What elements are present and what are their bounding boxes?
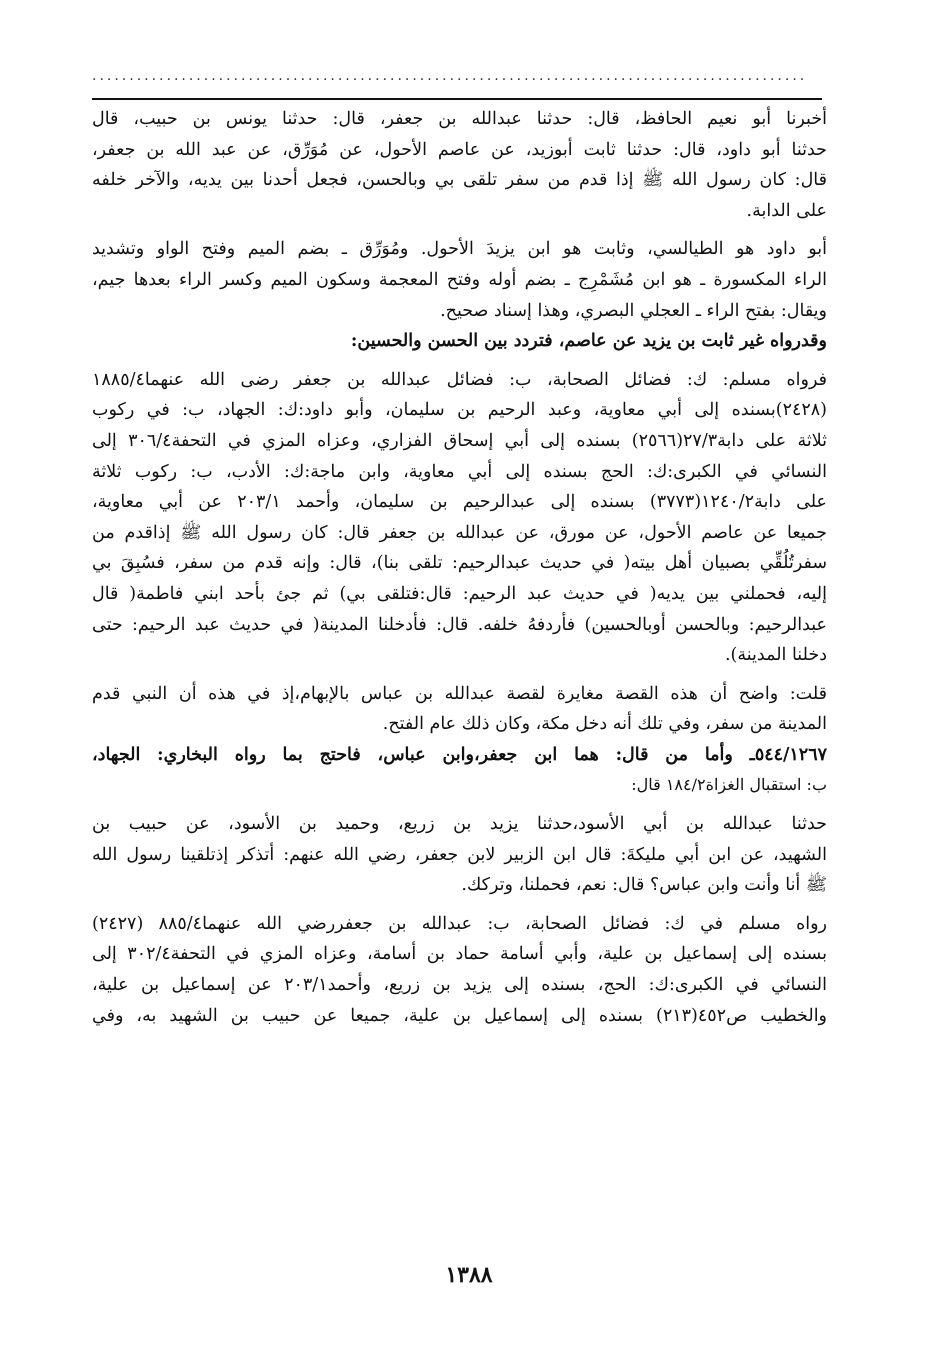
paragraph-comment (92, 679, 827, 740)
text-line: النسائي في الكبرى:ك: الحج بسنده إلى أبي معاوية، وابن ماجة:ك: الأدب، ب: ركوب ثلاثة (92, 461, 827, 482)
text-line: رواه مسلم في ك: فضائل الصحابة، ب: عبدالله بن جعفررضي الله عنهما٨٨٥/٤ (٢٤٢٧) (92, 913, 827, 934)
text-line: بسنده إلى إسماعيل بن علية، وأبي أسامة حماد بن أسامة، وعزاه المزي في التحفة٣٠٢/٤ إلى (92, 944, 827, 965)
text-line: وقدرواه غير ثابت بن يزيد عن عاصم، فتردد بين الحسن والحسين: (350, 331, 827, 352)
text-line: سفرتُلُقِّي بصبيان أهل بيته( في حديث عبدالرحيم: تلقى بنا)، قال: وإنه قدم من سفر، فسُبِقَ بي (92, 553, 827, 574)
text-line: على الدابة. (746, 200, 827, 221)
text-line: قلت: واضح أن هذه القصة مغايرة لقصة عبدالله بن عباس بالإبهام،إذ في هذه أن النبي قدم (92, 683, 827, 704)
text-line: ب: استقبال الغزاة١٨٤/٢ قال: (631, 775, 827, 795)
text-line: فرواه مسلم: ك: فضائل الصحابة، ب: فضائل عبدالله بن جعفر رضى الله عنهما١٨٨٥/٤ (92, 369, 827, 390)
text-line: أبو داود هو الطيالسي، وثابت هو ابن يزيدَ الأحول. ومُوَرِّق ـ بضم الميم وفتح الواو وتشديد (92, 239, 827, 260)
text-line: دخلنا المدينة). (724, 645, 827, 666)
page-number: ١٣٨٨ (445, 1262, 493, 1288)
paragraph-hadith-narration (92, 104, 827, 226)
paragraph-takhrij (92, 365, 827, 671)
paragraph-entry-heading (92, 740, 827, 801)
text-line: ثلاثة على دابة٢٧/٣(٢٥٦٦) بسنده إلى أبي إسحاق الفزاري، وعزاه المزي في التحفة٣٠٦/٤ إلى (92, 430, 827, 451)
text-line: الراء المكسورة ـ هو ابن مُشَمْرِج ـ بضم أوله وفتح المعجمة وسكون الميم وكسر الراء بعدها جيم، (92, 269, 827, 290)
text-line: حدثنا عبدالله بن أبي الأسود،حدثنا يزيد بن زريع، وحميد بن الأسود، عن حبيب بن (92, 814, 827, 835)
text-body (92, 104, 827, 1031)
text-line: الشهيد، عن ابن أبي مليكةَ: قال ابن الزبير لابن جعفر، رضي الله عنهم: أتذكر إذتلقينا رسول الله (92, 844, 827, 865)
text-line: والخطيب ص٤٥٢(٢١٣) بسنده إلى إسماعيل بن علية، جميعا عن حبيب بن الشهيد به، وفي (92, 1005, 827, 1026)
paragraph-bold-heading (92, 326, 827, 357)
header-dotted-line: ................................................................................................ (92, 68, 808, 84)
text-line: جميعا عن عاصم الأحول، عن مورق، عن عبدالله بن جعفر قال: كان رسول الله ﷺ إذاقدم من (92, 522, 827, 543)
header-rule (92, 98, 822, 100)
text-line: حدثنا أبو داود، قال: حدثنا ثابت أبوزيد، عن عاصم الأحول، عن مُوَرِّق، عن عبد الله بن جعفر، (92, 139, 827, 160)
text-line: قال: كان رسول الله ﷺ إذا قدم من سفر تلقى بي وبالحسن، فجعل أحدنا بين يديه، والآخر خلفه (92, 170, 827, 191)
paragraph-isnad-notes (92, 234, 827, 326)
text-line: ﷺ أنا وأنت وابن عباس؟ قال: نعم، فحملنا، وتركك. (461, 875, 827, 896)
paragraph-muslim-takhrij (92, 909, 827, 1031)
text-line: أخبرنا أبو نعيم الحافظ، قال: حدثنا عبدالله بن جعفر، قال: حدثنا يونس بن حبيب، قال (92, 109, 827, 129)
text-line: النسائي في الكبرى:ك: الحج، بسنده إلى يزيد بن زريع، وأحمد٢٠٣/١ عن إسماعيل بن علية، (92, 975, 827, 996)
text-line: ويقال: بفتح الراء ـ العجلي البصري، وهذا إسناد صحيح. (440, 300, 827, 321)
text-line: (٢٤٢٨)بسنده إلى أبي معاوية، وعبد الرحيم بن سليمان، وأبو داود:ك: الجهاد، ب: في ركوب (92, 400, 827, 421)
text-line: ٥٤٤/١٢٦٧ـ وأما من قال: هما ابن جعفر،وابن عباس، فاحتج بما رواه البخاري: الجهاد، (92, 744, 827, 765)
text-line: على دابة١٢٤٠/٢(٣٧٧٣) بسنده إلى عبدالرحيم بن سليمان، وأحمد ٢٠٣/١ عن أبي معاوية، (92, 492, 827, 513)
text-line: المدينة من سفر، وفي تلك أنه دخل مكة، وكان ذلك عام الفتح. (382, 714, 827, 735)
text-line: إليه، فحملني بين يديه( في حديث عبد الرحيم: قال:فتلقى بي) ثم جئ بأحد ابني فاطمة( قال (92, 583, 827, 604)
text-line: عبدالرحيم: وبالحسن أوبالحسين) فأردفهُ خلفه. قال: فأدخلنا المدينة( في حديث عبد الرحيم: حتى (92, 614, 827, 635)
paragraph-bukhari-narration (92, 809, 827, 901)
